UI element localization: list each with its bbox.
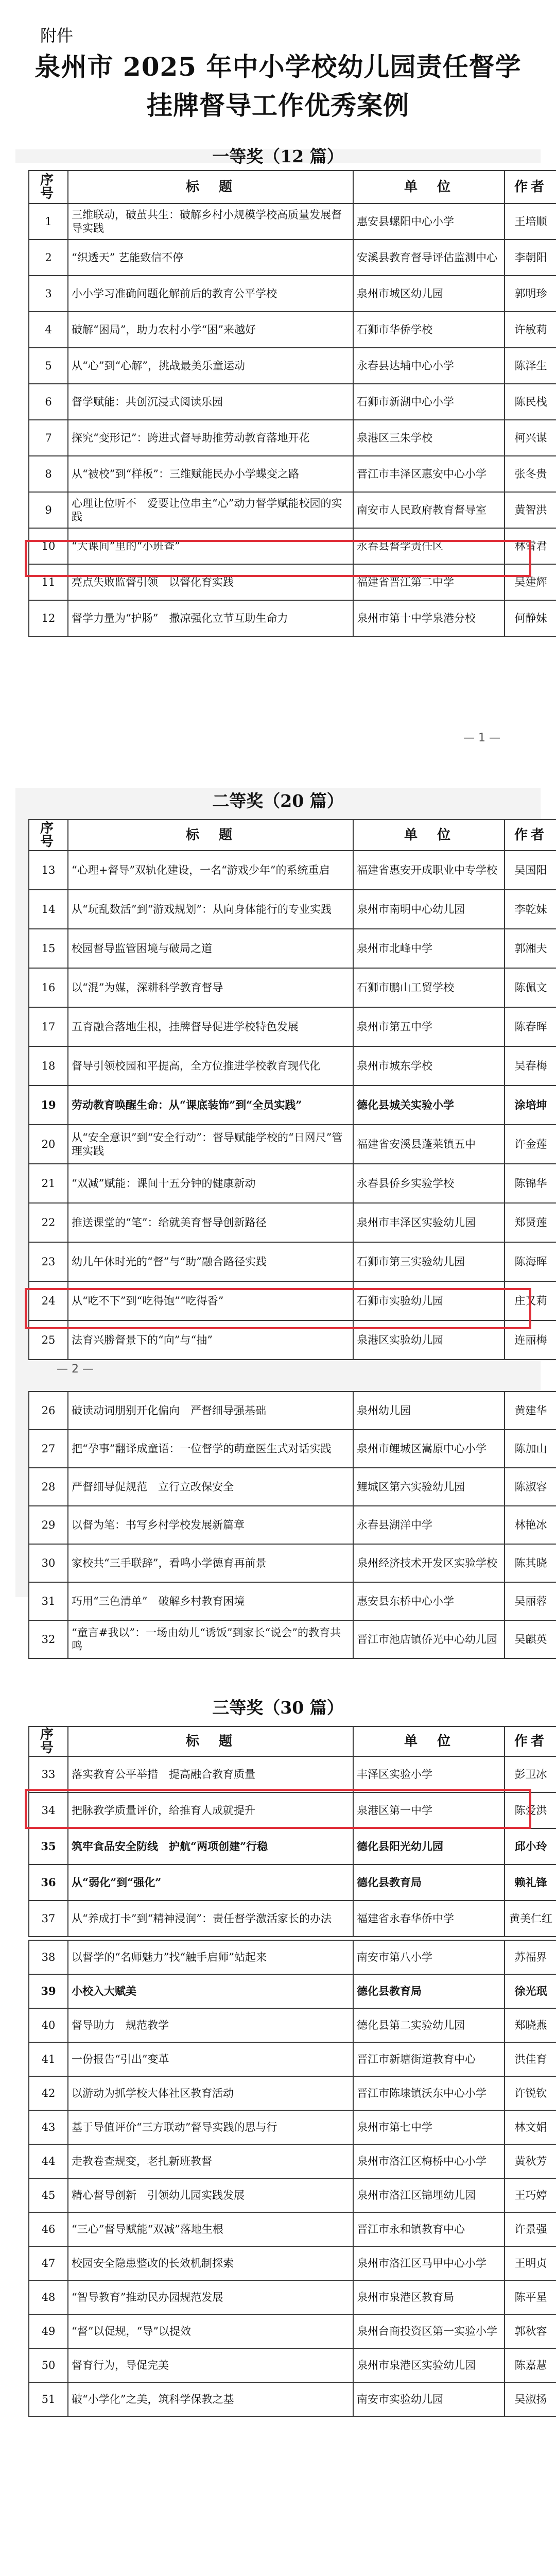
row-title: 把脉教学质量评价，给推育人成就提升 <box>68 1792 353 1828</box>
row-number: 17 <box>29 1007 68 1046</box>
row-title: 推送课堂的“笔”：给就美育督导创新路径 <box>68 1203 353 1242</box>
row-author: 吴麒英 <box>505 1620 556 1658</box>
row-unit: 晋江市新塘街道教育中心 <box>353 2042 505 2076</box>
row-author: 王明贞 <box>505 2246 556 2280</box>
row-number: 23 <box>29 1242 68 1281</box>
row-number: 13 <box>29 851 68 890</box>
row-number: 48 <box>29 2280 68 2314</box>
doc-title-line1: 泉州市 2025 年中小学校幼儿园责任督学 <box>34 52 522 82</box>
table-row <box>29 1544 556 1582</box>
row-author: 吴淑扬 <box>505 2382 556 2416</box>
row-number: 7 <box>29 420 68 456</box>
row-title: 亮点失败监督引领 以督化育实践 <box>68 564 353 600</box>
row-number: 41 <box>29 2042 68 2076</box>
table-row <box>29 600 556 636</box>
row-author: 陈平星 <box>505 2280 556 2314</box>
row-unit: 泉港区三朱学校 <box>353 420 505 456</box>
row-unit: 晋江市池店镇侨光中心幼儿园 <box>353 1620 505 1658</box>
row-unit: 石狮市鹏山工贸学校 <box>353 968 505 1007</box>
award-heading-2: 二等奖（20 篇） <box>212 791 344 811</box>
table-row <box>29 1865 556 1901</box>
row-number: 2 <box>29 240 68 276</box>
col-unit: 单 位 <box>353 1726 505 1756</box>
row-author: 柯兴谋 <box>505 420 556 456</box>
row-author: 吴春梅 <box>505 1046 556 1086</box>
row-unit: 德化县阳光幼儿园 <box>353 1828 505 1865</box>
table-row <box>29 1281 556 1320</box>
table-row <box>29 1125 556 1164</box>
row-number: 5 <box>29 348 68 384</box>
row-unit: 福建省永春华侨中学 <box>353 1901 505 1937</box>
row-title: 法育兴勝督景下的“向”与“抽” <box>68 1320 353 1360</box>
col-title: 标 题 <box>68 171 353 204</box>
row-author: 邱小玲 <box>505 1828 556 1865</box>
row-number: 9 <box>29 492 68 528</box>
row-unit: 泉州市第五中学 <box>353 1007 505 1046</box>
award-heading-1: 一等奖（12 篇） <box>212 146 344 166</box>
row-author: 吴丽蓉 <box>505 1582 556 1620</box>
row-author: 黄建华 <box>505 1392 556 1430</box>
row-number: 22 <box>29 1203 68 1242</box>
table-row <box>29 1792 556 1828</box>
row-number: 30 <box>29 1544 68 1582</box>
award-table-third <box>28 1726 556 1937</box>
row-author: 连丽梅 <box>505 1320 556 1360</box>
table-row <box>29 2212 556 2246</box>
row-author: 许景强 <box>505 2212 556 2246</box>
row-unit: 泉州台商投资区第一实验小学 <box>353 2314 505 2348</box>
table-row <box>29 1756 556 1792</box>
row-title: 精心督导创新 引领幼儿园实践发展 <box>68 2178 353 2212</box>
row-number: 8 <box>29 456 68 492</box>
row-unit: 石狮市第三实验幼儿园 <box>353 1242 505 1281</box>
row-number: 47 <box>29 2246 68 2280</box>
row-author: 陈海晖 <box>505 1242 556 1281</box>
row-unit: 南安市实验幼儿园 <box>353 2382 505 2416</box>
row-author: 郭明珍 <box>505 276 556 312</box>
row-title: 以“混”为媒，深耕科学教育督导 <box>68 968 353 1007</box>
row-unit: 惠安县螺阳中心小学 <box>353 204 505 240</box>
doc-title-line2: 挂牌督导工作优秀案例 <box>147 90 409 121</box>
row-number: 11 <box>29 564 68 600</box>
row-number: 36 <box>29 1865 68 1901</box>
row-number: 28 <box>29 1468 68 1506</box>
row-author: 陈淑容 <box>505 1468 556 1506</box>
award-table-third-cont <box>28 1940 556 2417</box>
row-number: 18 <box>29 1046 68 1086</box>
row-unit: 安溪县教育督导评估监测中心 <box>353 240 505 276</box>
row-unit: 泉州市第七中学 <box>353 2110 505 2144</box>
award-table-first <box>28 170 556 637</box>
row-author: 吴建辉 <box>505 564 556 600</box>
row-number: 38 <box>29 1940 68 1974</box>
row-author: 黄智洪 <box>505 492 556 528</box>
row-title: 幼儿午休时光的“督”与“助”融合路径实践 <box>68 1242 353 1281</box>
row-unit: 泉州市泉港区实验幼儿园 <box>353 2348 505 2382</box>
row-author: 张冬贵 <box>505 456 556 492</box>
table-row <box>29 312 556 348</box>
row-title: 以游动为抓学校大体社区教育活动 <box>68 2076 353 2110</box>
row-title: 把“孕事”翻译成童语：一位督学的萌童医生式对话实践 <box>68 1430 353 1468</box>
row-number: 34 <box>29 1792 68 1828</box>
row-number: 49 <box>29 2314 68 2348</box>
award-table-second-cont <box>28 1391 556 1659</box>
row-unit: 泉州市洛江区锦埋幼儿园 <box>353 2178 505 2212</box>
row-number: 39 <box>29 1974 68 2008</box>
table-row <box>29 492 556 528</box>
row-title: 从“弱化”到“强化” <box>68 1865 353 1901</box>
row-number: 42 <box>29 2076 68 2110</box>
col-no: 序号 <box>29 1726 68 1756</box>
award-heading-3: 三等奖（30 篇） <box>212 1698 344 1718</box>
col-author: 作者 <box>505 171 556 204</box>
table-row <box>29 1007 556 1046</box>
row-number: 33 <box>29 1756 68 1792</box>
table-row <box>29 1164 556 1203</box>
row-number: 32 <box>29 1620 68 1658</box>
table-row <box>29 1242 556 1281</box>
row-number: 46 <box>29 2212 68 2246</box>
row-unit: 石狮市实验幼儿园 <box>353 1281 505 1320</box>
table-row <box>29 1392 556 1430</box>
row-unit: 南安市第八小学 <box>353 1940 505 1974</box>
row-title: “大课间”里的“小班查” <box>68 528 353 564</box>
row-title: 从“玩乱数活”到“游戏规划”：从向身体能行的专业实践 <box>68 890 353 929</box>
col-author: 作者 <box>505 820 556 851</box>
row-title: 走教卷查规变，老扎新班教督 <box>68 2144 353 2178</box>
row-author: 郭湘夫 <box>505 929 556 968</box>
row-title: 劳动教育唤醒生命：从“课底装饰”到“全员实践” <box>68 1086 353 1125</box>
row-number: 44 <box>29 2144 68 2178</box>
row-title: 五育融合落地生根，挂牌督导促进学校特色发展 <box>68 1007 353 1046</box>
row-title: “督”以促规，“导”以提效 <box>68 2314 353 2348</box>
row-title: 小校入大赋美 <box>68 1974 353 2008</box>
row-author: 洪佳育 <box>505 2042 556 2076</box>
col-title: 标 题 <box>68 1726 353 1756</box>
row-number: 51 <box>29 2382 68 2416</box>
row-author: 陈佩文 <box>505 968 556 1007</box>
table-row <box>29 1086 556 1125</box>
row-number: 27 <box>29 1430 68 1468</box>
row-number: 19 <box>29 1086 68 1125</box>
row-title: “智导教育”推动民办园规范发展 <box>68 2280 353 2314</box>
row-unit: 福建省晋江第二中学 <box>353 564 505 600</box>
row-author: 陈民栈 <box>505 384 556 420</box>
table-row <box>29 1974 556 2008</box>
row-number: 29 <box>29 1506 68 1544</box>
col-unit: 单 位 <box>353 820 505 851</box>
row-number: 12 <box>29 600 68 636</box>
row-unit: 永春县达埔中心小学 <box>353 348 505 384</box>
row-unit: 晋江市陈埭镇沃东中心小学 <box>353 2076 505 2110</box>
row-title: 筑牢食品安全防线 护航“两项创建”行稳 <box>68 1828 353 1865</box>
row-title: “织透天” 艺能致信不停 <box>68 240 353 276</box>
row-number: 37 <box>29 1901 68 1937</box>
row-title: 以督为笔：书写乡村学校发展新篇章 <box>68 1506 353 1544</box>
row-unit: 泉州市北峰中学 <box>353 929 505 968</box>
table-row <box>29 1203 556 1242</box>
row-author: 林雪君 <box>505 528 556 564</box>
row-title: 落实教育公平举措 提高融合教育质量 <box>68 1756 353 1792</box>
table-row <box>29 1901 556 1937</box>
row-unit: 永春县侨乡实验学校 <box>353 1164 505 1203</box>
table-row <box>29 564 556 600</box>
row-title: “三心”督导赋能“双减”落地生根 <box>68 2212 353 2246</box>
row-title: 从“安全意识”到“安全行动”：督导赋能学校的“日网尺”管理实践 <box>68 1125 353 1164</box>
row-author: 黄美仁红 <box>505 1901 556 1937</box>
table-row <box>29 1582 556 1620</box>
row-title: 小小学习准确问题化解前后的教育公平学校 <box>68 276 353 312</box>
table-row <box>29 2348 556 2382</box>
row-author: 陈加山 <box>505 1430 556 1468</box>
row-title: 以督学的“名师魅力”找“触手启师”站起来 <box>68 1940 353 1974</box>
row-title: 基于导值评价“三方联动”督导实践的思与行 <box>68 2110 353 2144</box>
row-author: 林艳冰 <box>505 1506 556 1544</box>
table-row <box>29 2178 556 2212</box>
row-number: 16 <box>29 968 68 1007</box>
row-number: 35 <box>29 1828 68 1865</box>
row-title: 督学力量为“护肠” 撒凉强化立节互助生命力 <box>68 600 353 636</box>
table-row <box>29 2008 556 2042</box>
row-author: 郑晓燕 <box>505 2008 556 2042</box>
row-author: 陈泽生 <box>505 348 556 384</box>
table-row <box>29 2314 556 2348</box>
table-row <box>29 1320 556 1360</box>
row-author: 陈爱洪 <box>505 1792 556 1828</box>
row-author: 许敏莉 <box>505 312 556 348</box>
row-author: 林文娟 <box>505 2110 556 2144</box>
row-title: 破“小学化”之美，筑科学保教之基 <box>68 2382 353 2416</box>
row-unit: 晋江市永和镇教育中心 <box>353 2212 505 2246</box>
row-unit: 石狮市新湖中心小学 <box>353 384 505 420</box>
table-row <box>29 929 556 968</box>
row-title: 心理让位听不 爱要让位串主“心”动力督学赋能校园的实践 <box>68 492 353 528</box>
row-unit: 泉州市洛江区梅桥中心小学 <box>353 2144 505 2178</box>
table-row <box>29 2280 556 2314</box>
row-title: 从“养成打卡”到“精神浸润”：责任督学激活家长的办法 <box>68 1901 353 1937</box>
row-title: 三维联动，破茧共生：破解乡村小规模学校高质量发展督导实践 <box>68 204 353 240</box>
row-title: 从“心”到“心解”，挑战最美乐童运动 <box>68 348 353 384</box>
table-row <box>29 348 556 384</box>
row-unit: 丰泽区实验小学 <box>353 1756 505 1792</box>
row-author: 彭卫冰 <box>505 1756 556 1792</box>
row-title: 从“被校”到“样板”：三维赋能民办小学蝶变之路 <box>68 456 353 492</box>
table-row <box>29 1620 556 1658</box>
row-author: 苏福界 <box>505 1940 556 1974</box>
table-row <box>29 1430 556 1468</box>
row-number: 26 <box>29 1392 68 1430</box>
row-title: 破解“困局”，助力农村小学“困”来越好 <box>68 312 353 348</box>
page-mark-1: — 1 — <box>463 732 500 744</box>
table-row <box>29 456 556 492</box>
row-number: 40 <box>29 2008 68 2042</box>
row-title: “童言#我以”：一场由幼儿“诱饭”到家长“说会”的教育共鸣 <box>68 1620 353 1658</box>
row-number: 50 <box>29 2348 68 2382</box>
row-unit: 泉州市第十中学泉港分校 <box>353 600 505 636</box>
row-unit: 泉州市丰泽区实验幼儿园 <box>353 1203 505 1242</box>
row-title: 督导助力 规范教学 <box>68 2008 353 2042</box>
table-row <box>29 851 556 890</box>
row-title: 督育行为，导促完美 <box>68 2348 353 2382</box>
col-title: 标 题 <box>68 820 353 851</box>
row-unit: 永春县督学责任区 <box>353 528 505 564</box>
row-author: 陈嘉慧 <box>505 2348 556 2382</box>
table-row <box>29 420 556 456</box>
row-title: 督导引领校园和平提高，全方位推进学校教育现代化 <box>68 1046 353 1086</box>
table-row <box>29 1940 556 1974</box>
row-author: 吴国阳 <box>505 851 556 890</box>
row-title: 从“吃不下”到“吃得饱”“吃得香” <box>68 1281 353 1320</box>
table-row <box>29 1828 556 1865</box>
table-row <box>29 2076 556 2110</box>
row-number: 15 <box>29 929 68 968</box>
row-unit: 德化县第二实验幼儿园 <box>353 2008 505 2042</box>
row-title: 督学赋能：共创沉浸式阅读乐园 <box>68 384 353 420</box>
col-author: 作者 <box>505 1726 556 1756</box>
table-row <box>29 276 556 312</box>
row-number: 1 <box>29 204 68 240</box>
row-title: 破读动词朋别开化偏向 严督细导强基础 <box>68 1392 353 1430</box>
row-unit: 福建省惠安开成职业中专学校 <box>353 851 505 890</box>
row-author: 李乾妹 <box>505 890 556 929</box>
row-unit: 泉港区第一中学 <box>353 1792 505 1828</box>
row-title: 家校共“三手联辞”，看鸣小学德育再前景 <box>68 1544 353 1582</box>
row-unit: 晋江市丰泽区惠安中心小学 <box>353 456 505 492</box>
table-row <box>29 2382 556 2416</box>
row-unit: 永春县湖洋中学 <box>353 1506 505 1544</box>
row-author: 黄秋芳 <box>505 2144 556 2178</box>
row-unit: 泉州市城东学校 <box>353 1046 505 1086</box>
table-row <box>29 240 556 276</box>
row-unit: 福建省安溪县蓬莱镇五中 <box>353 1125 505 1164</box>
row-unit: 泉港区实验幼儿园 <box>353 1320 505 1360</box>
row-title: 校园安全隐患整改的长效机制探索 <box>68 2246 353 2280</box>
row-author: 郭秋容 <box>505 2314 556 2348</box>
row-unit: 泉州市洛江区马甲中心小学 <box>353 2246 505 2280</box>
row-number: 45 <box>29 2178 68 2212</box>
row-unit: 泉州市泉港区教育局 <box>353 2280 505 2314</box>
row-unit: 南安市人民政府教育督导室 <box>353 492 505 528</box>
row-number: 25 <box>29 1320 68 1360</box>
row-unit: 泉州市鲤城区嵩原中心小学 <box>353 1430 505 1468</box>
row-number: 20 <box>29 1125 68 1164</box>
row-title: 一份报告“引出”变革 <box>68 2042 353 2076</box>
table-row <box>29 1468 556 1506</box>
row-author: 许金莲 <box>505 1125 556 1164</box>
row-author: 何静妹 <box>505 600 556 636</box>
row-unit: 德化县城关实验小学 <box>353 1086 505 1125</box>
table-row <box>29 384 556 420</box>
row-unit: 泉州经济技术开发区实验学校 <box>353 1544 505 1582</box>
table-row <box>29 1506 556 1544</box>
row-author: 李朝阳 <box>505 240 556 276</box>
table-row <box>29 890 556 929</box>
row-author: 涂培坤 <box>505 1086 556 1125</box>
row-title: “心理+督导”双轨化建设，一名“游戏少年”的系统重启 <box>68 851 353 890</box>
table-row <box>29 2110 556 2144</box>
row-author: 陈其晓 <box>505 1544 556 1582</box>
row-title: 探究“变形记”：跨进式督导助推劳动教育落地开花 <box>68 420 353 456</box>
row-title: 巧用“三色清单” 破解乡村教育困境 <box>68 1582 353 1620</box>
table-row <box>29 2144 556 2178</box>
row-unit: 泉州市城区幼儿园 <box>353 276 505 312</box>
row-number: 6 <box>29 384 68 420</box>
attachment-label: 附件 <box>40 26 74 45</box>
row-title: “双减”赋能：课间十五分钟的健康新动 <box>68 1164 353 1203</box>
table-row <box>29 204 556 240</box>
row-author: 王培顺 <box>505 204 556 240</box>
col-no: 序号 <box>29 820 68 851</box>
table-row <box>29 2246 556 2280</box>
row-number: 43 <box>29 2110 68 2144</box>
row-unit: 鲤城区第六实验幼儿园 <box>353 1468 505 1506</box>
table-row <box>29 2042 556 2076</box>
row-title: 严督细导促规范 立行立改保安全 <box>68 1468 353 1506</box>
table-row <box>29 528 556 564</box>
row-author: 徐光珉 <box>505 1974 556 2008</box>
row-number: 14 <box>29 890 68 929</box>
col-unit: 单 位 <box>353 171 505 204</box>
row-author: 庄又莉 <box>505 1281 556 1320</box>
row-unit: 惠安县东桥中心小学 <box>353 1582 505 1620</box>
table-row <box>29 1046 556 1086</box>
row-author: 赖礼锋 <box>505 1865 556 1901</box>
row-unit: 泉州幼儿园 <box>353 1392 505 1430</box>
row-title: 校园督导监管困境与破局之道 <box>68 929 353 968</box>
row-author: 郑贤莲 <box>505 1203 556 1242</box>
row-author: 王巧婷 <box>505 2178 556 2212</box>
table-row <box>29 968 556 1007</box>
award-table-second <box>28 819 556 1360</box>
row-author: 许锐钦 <box>505 2076 556 2110</box>
row-number: 31 <box>29 1582 68 1620</box>
row-unit: 石狮市华侨学校 <box>353 312 505 348</box>
col-no: 序号 <box>29 171 68 204</box>
row-number: 4 <box>29 312 68 348</box>
row-number: 10 <box>29 528 68 564</box>
row-unit: 泉州市南明中心幼儿园 <box>353 890 505 929</box>
row-unit: 德化县教育局 <box>353 1865 505 1901</box>
row-author: 陈锦华 <box>505 1164 556 1203</box>
row-number: 3 <box>29 276 68 312</box>
row-unit: 德化县教育局 <box>353 1974 505 2008</box>
page-mark-2: — 2 — <box>57 1363 94 1376</box>
row-number: 21 <box>29 1164 68 1203</box>
row-author: 陈春晖 <box>505 1007 556 1046</box>
row-number: 24 <box>29 1281 68 1320</box>
